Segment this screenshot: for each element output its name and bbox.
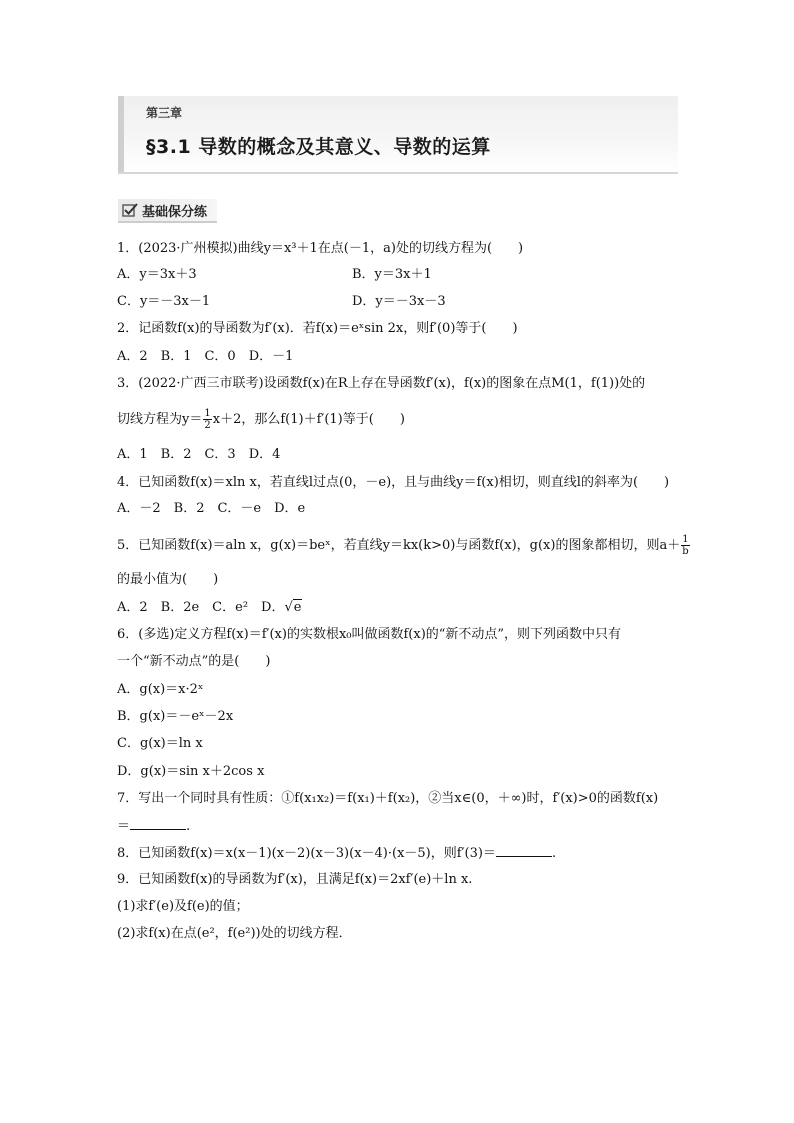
q3-options: A．1 B．2 C．3 D．4 xyxy=(117,447,281,462)
chapter-label: 第三章 xyxy=(146,106,183,120)
question-9-part-2: (2)求f(x)在点(e²，f(e²))处的切线方程． xyxy=(117,926,352,941)
q5-fraction-num: 1 xyxy=(682,534,689,545)
q1-option-d: D．y＝－3x－3 xyxy=(352,294,446,309)
question-7-line-2: ＝ . xyxy=(117,819,191,834)
question-3-line-1: 3．(2022·广西三市联考)设函数f(x)在R上存在导函数f′(x)，f(x)的图象在点M(1，f(1))处的 xyxy=(117,376,646,391)
q1-option-b: B．y＝3x＋1 xyxy=(352,267,432,282)
q5-sqrt-radicand: e xyxy=(293,600,302,615)
checkbox-check-icon xyxy=(122,202,138,218)
q5-options xyxy=(117,599,302,617)
question-6-line-2: 一个“新不动点”的是( ) xyxy=(117,654,271,669)
question-8: 8．已知函数f(x)＝x(x－1)(x－2)(x－3)(x－4)·(x－5)，则f′(3)＝ . xyxy=(117,846,557,861)
sqrt-symbol: √ xyxy=(284,600,293,615)
question-6-line-1: 6．(多选)定义方程f(x)＝f′(x)的实数根x₀叫做函数f(x)的“新不动点”，则下列函数中只有 xyxy=(117,627,622,642)
q8-text: 8．已知函数f(x)＝x(x－1)(x－2)(x－3)(x－4)·(x－5)，则f′(3)＝ xyxy=(117,846,496,861)
q6-option-c: C．g(x)＝ln x xyxy=(117,736,203,751)
q1-option-a: A．y＝3x＋3 xyxy=(117,267,197,282)
page-title: §3.1 导数的概念及其意义、导数的运算 xyxy=(146,136,491,158)
q3-fraction xyxy=(203,408,211,431)
q5-fraction-den: b xyxy=(682,546,689,557)
q3-text-post: x＋2，那么f(1)＋f′(1)等于( ) xyxy=(212,412,405,427)
q5-fraction xyxy=(681,534,689,557)
question-7-line-1: 7．写出一个同时具有性质：①f(x₁x₂)＝f(x₁)＋f(x₂)，②当x∈(0，＋∞)时，f′(x)>0的函数f(x) xyxy=(117,791,659,806)
section-label: 基础保分练 xyxy=(142,204,208,220)
header-divider xyxy=(118,172,678,174)
q3-fraction-num: 1 xyxy=(204,408,211,419)
q2-options: A．2 B．1 C．0 D．－1 xyxy=(117,349,294,364)
q6-option-a: A．g(x)＝x·2ˣ xyxy=(117,682,204,697)
q7-equals: ＝ xyxy=(117,819,131,834)
question-4: 4．已知函数f(x)＝xln x，若直线l过点(0，－e)，且与曲线y＝f(x)相切，则直线l的斜率为( ) xyxy=(117,475,670,490)
q1-option-c: C．y＝－3x－1 xyxy=(117,294,211,309)
q8-answer-blank[interactable] xyxy=(496,844,552,857)
question-1: 1．(2023·广州模拟)曲线y＝x³＋1在点(－1，a)处的切线方程为( ) xyxy=(117,241,524,256)
q5-text-pre: 5．已知函数f(x)＝aln x，g(x)＝beˣ，若直线y＝kx(k>0)与函数f(x)，g(x)的图象都相切，则a＋ xyxy=(117,538,681,553)
question-2: 2．记函数f(x)的导函数为f′(x)．若f(x)＝eˣsin 2x，则f′(0)等于( ) xyxy=(117,321,518,336)
q4-options: A．－2 B．2 C．－e D．e xyxy=(117,501,306,516)
header-accent-bar xyxy=(118,96,124,174)
question-9: 9．已知函数f(x)的导函数为f′(x)，且满足f(x)＝2xf′(e)＋ln x. xyxy=(117,872,473,887)
q5-options-text: A．2 B．2e C．e² D． xyxy=(117,600,285,615)
section-tag xyxy=(118,199,217,223)
q3-fraction-den: 2 xyxy=(204,420,211,431)
question-5-line-2: 的最小值为( ) xyxy=(117,572,219,587)
question-3-line-2 xyxy=(117,408,405,431)
q6-option-d: D．g(x)＝sin x＋2cos x xyxy=(117,764,265,779)
q7-answer-blank[interactable] xyxy=(130,817,186,830)
question-9-part-1: (1)求f′(e)及f(e)的值； xyxy=(117,899,249,914)
q3-text-pre: 切线方程为y＝ xyxy=(117,412,203,427)
q6-option-b: B．g(x)＝－eˣ－2x xyxy=(117,709,234,724)
question-5-line-1 xyxy=(117,534,691,557)
